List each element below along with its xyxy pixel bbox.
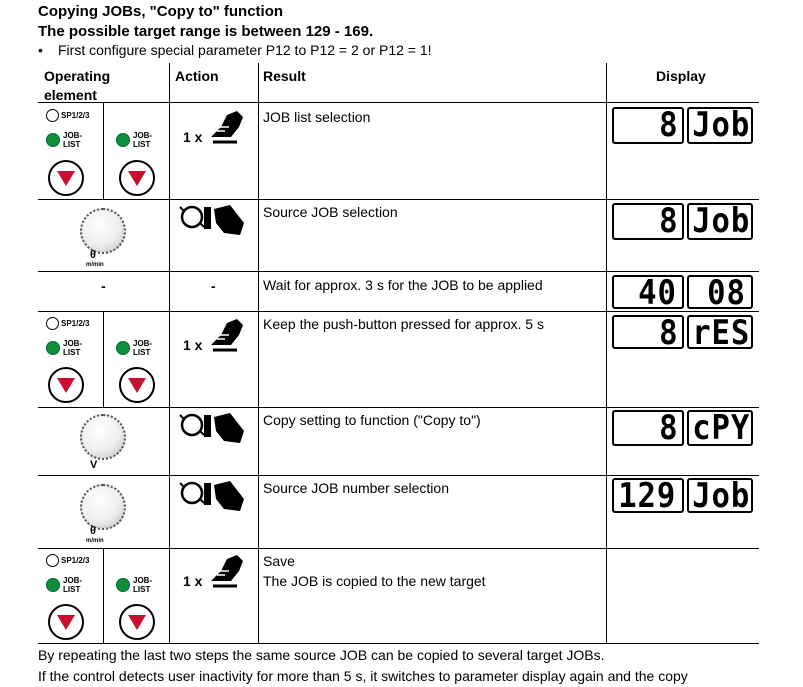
job-list-label: JOB- LIST: [133, 131, 153, 149]
result-text-save: Save: [263, 553, 295, 569]
knob-theta-label: θ: [90, 249, 96, 261]
job-list-label: JOB- LIST: [63, 339, 83, 357]
row-divider: [38, 102, 759, 103]
rotate-press-icon: [178, 203, 248, 239]
result-text: Wait for approx. 3 s for the JOB to be applied: [263, 277, 543, 293]
down-button-1[interactable]: [48, 160, 84, 196]
finger-press-icon: [207, 315, 247, 353]
rotary-knob[interactable]: [80, 414, 126, 460]
down-button-2[interactable]: [119, 367, 155, 403]
display-right: rES: [687, 315, 753, 349]
column-divider: [606, 63, 607, 643]
display-left: 8: [612, 107, 684, 144]
column-divider: [103, 311, 104, 407]
display-left: 129: [612, 478, 684, 513]
display-right: Job: [687, 107, 753, 144]
row-divider: [38, 643, 759, 644]
column-divider: [169, 63, 170, 643]
column-divider: [258, 63, 259, 643]
instruction-bullet: [38, 42, 432, 58]
down-button-2[interactable]: [119, 604, 155, 640]
display-right: cPY: [687, 410, 753, 446]
no-action: -: [211, 278, 216, 294]
header-action: Action: [175, 68, 219, 84]
result-text-copied: The JOB is copied to the new target: [263, 573, 486, 589]
display-left: 40: [612, 275, 684, 309]
footer-line-2: If the control detects user inactivity for more than 5 s, it switches to parameter display again and the copy: [38, 668, 688, 684]
column-divider: [103, 103, 104, 199]
led-on-icon: [46, 133, 60, 147]
finger-press-icon: [207, 107, 247, 145]
result-text: Source JOB selection: [263, 204, 398, 220]
led-on-icon: [116, 133, 130, 147]
led-off-icon: [46, 109, 59, 122]
knob-unit-label: m/min: [86, 262, 104, 268]
no-operating-element: -: [101, 278, 106, 294]
header-display: Display: [656, 68, 706, 84]
rotary-knob[interactable]: [80, 208, 126, 254]
rotate-press-icon: [178, 479, 248, 515]
led-on-icon: [46, 341, 60, 355]
led-on-icon: [116, 578, 130, 592]
bullet-text: First configure special parameter P12 to P12 = 2 or P12 = 1!: [58, 42, 432, 58]
press-count: 1 x: [183, 337, 203, 353]
result-text: Source JOB number selection: [263, 480, 449, 496]
knob-theta-label: θ: [90, 525, 96, 537]
header-result: Result: [263, 68, 306, 84]
bullet-dot-icon: •: [38, 42, 43, 58]
result-text: Copy setting to function ("Copy to"): [263, 412, 481, 428]
result-text: Keep the push-button pressed for approx. 5 s: [263, 316, 544, 332]
display-left: 8: [612, 410, 684, 446]
job-list-label: JOB- LIST: [63, 131, 83, 149]
press-count: 1 x: [183, 573, 203, 589]
display-right: 08: [687, 275, 753, 309]
knob-v-label: V: [90, 459, 98, 471]
display-right: Job: [687, 203, 753, 240]
display-right: Job: [687, 478, 753, 513]
sp-label: SP1/2/3: [61, 111, 90, 120]
result-text: JOB list selection: [263, 109, 371, 125]
rotate-press-icon: [178, 411, 248, 447]
down-button-2[interactable]: [119, 160, 155, 196]
sp-label: SP1/2/3: [61, 319, 90, 328]
header-operating-element: Operating element: [44, 68, 111, 103]
footer-line-1: By repeating the last two steps the same source JOB can be copied to several target JOBs.: [38, 647, 605, 663]
display-left: 8: [612, 203, 684, 240]
row-divider: [38, 407, 759, 408]
section-subtitle: The possible target range is between 129 - 169.: [38, 23, 374, 40]
finger-press-icon: [207, 551, 247, 589]
knob-unit-label: m/min: [86, 538, 104, 544]
display-left: 8: [612, 315, 684, 349]
section-title: Copying JOBs, "Copy to" function: [38, 3, 284, 20]
led-off-icon: [46, 554, 59, 567]
press-count: 1 x: [183, 129, 203, 145]
down-button-1[interactable]: [48, 604, 84, 640]
job-list-label: JOB- LIST: [133, 576, 153, 594]
job-list-label: JOB- LIST: [63, 576, 83, 594]
row-divider: [38, 271, 759, 272]
led-on-icon: [46, 578, 60, 592]
led-on-icon: [116, 341, 130, 355]
row-divider: [38, 199, 759, 200]
row-divider: [38, 548, 759, 549]
rotary-knob[interactable]: [80, 484, 126, 530]
led-off-icon: [46, 317, 59, 330]
down-button-1[interactable]: [48, 367, 84, 403]
job-list-label: JOB- LIST: [133, 339, 153, 357]
sp-label: SP1/2/3: [61, 556, 90, 565]
column-divider: [103, 548, 104, 643]
